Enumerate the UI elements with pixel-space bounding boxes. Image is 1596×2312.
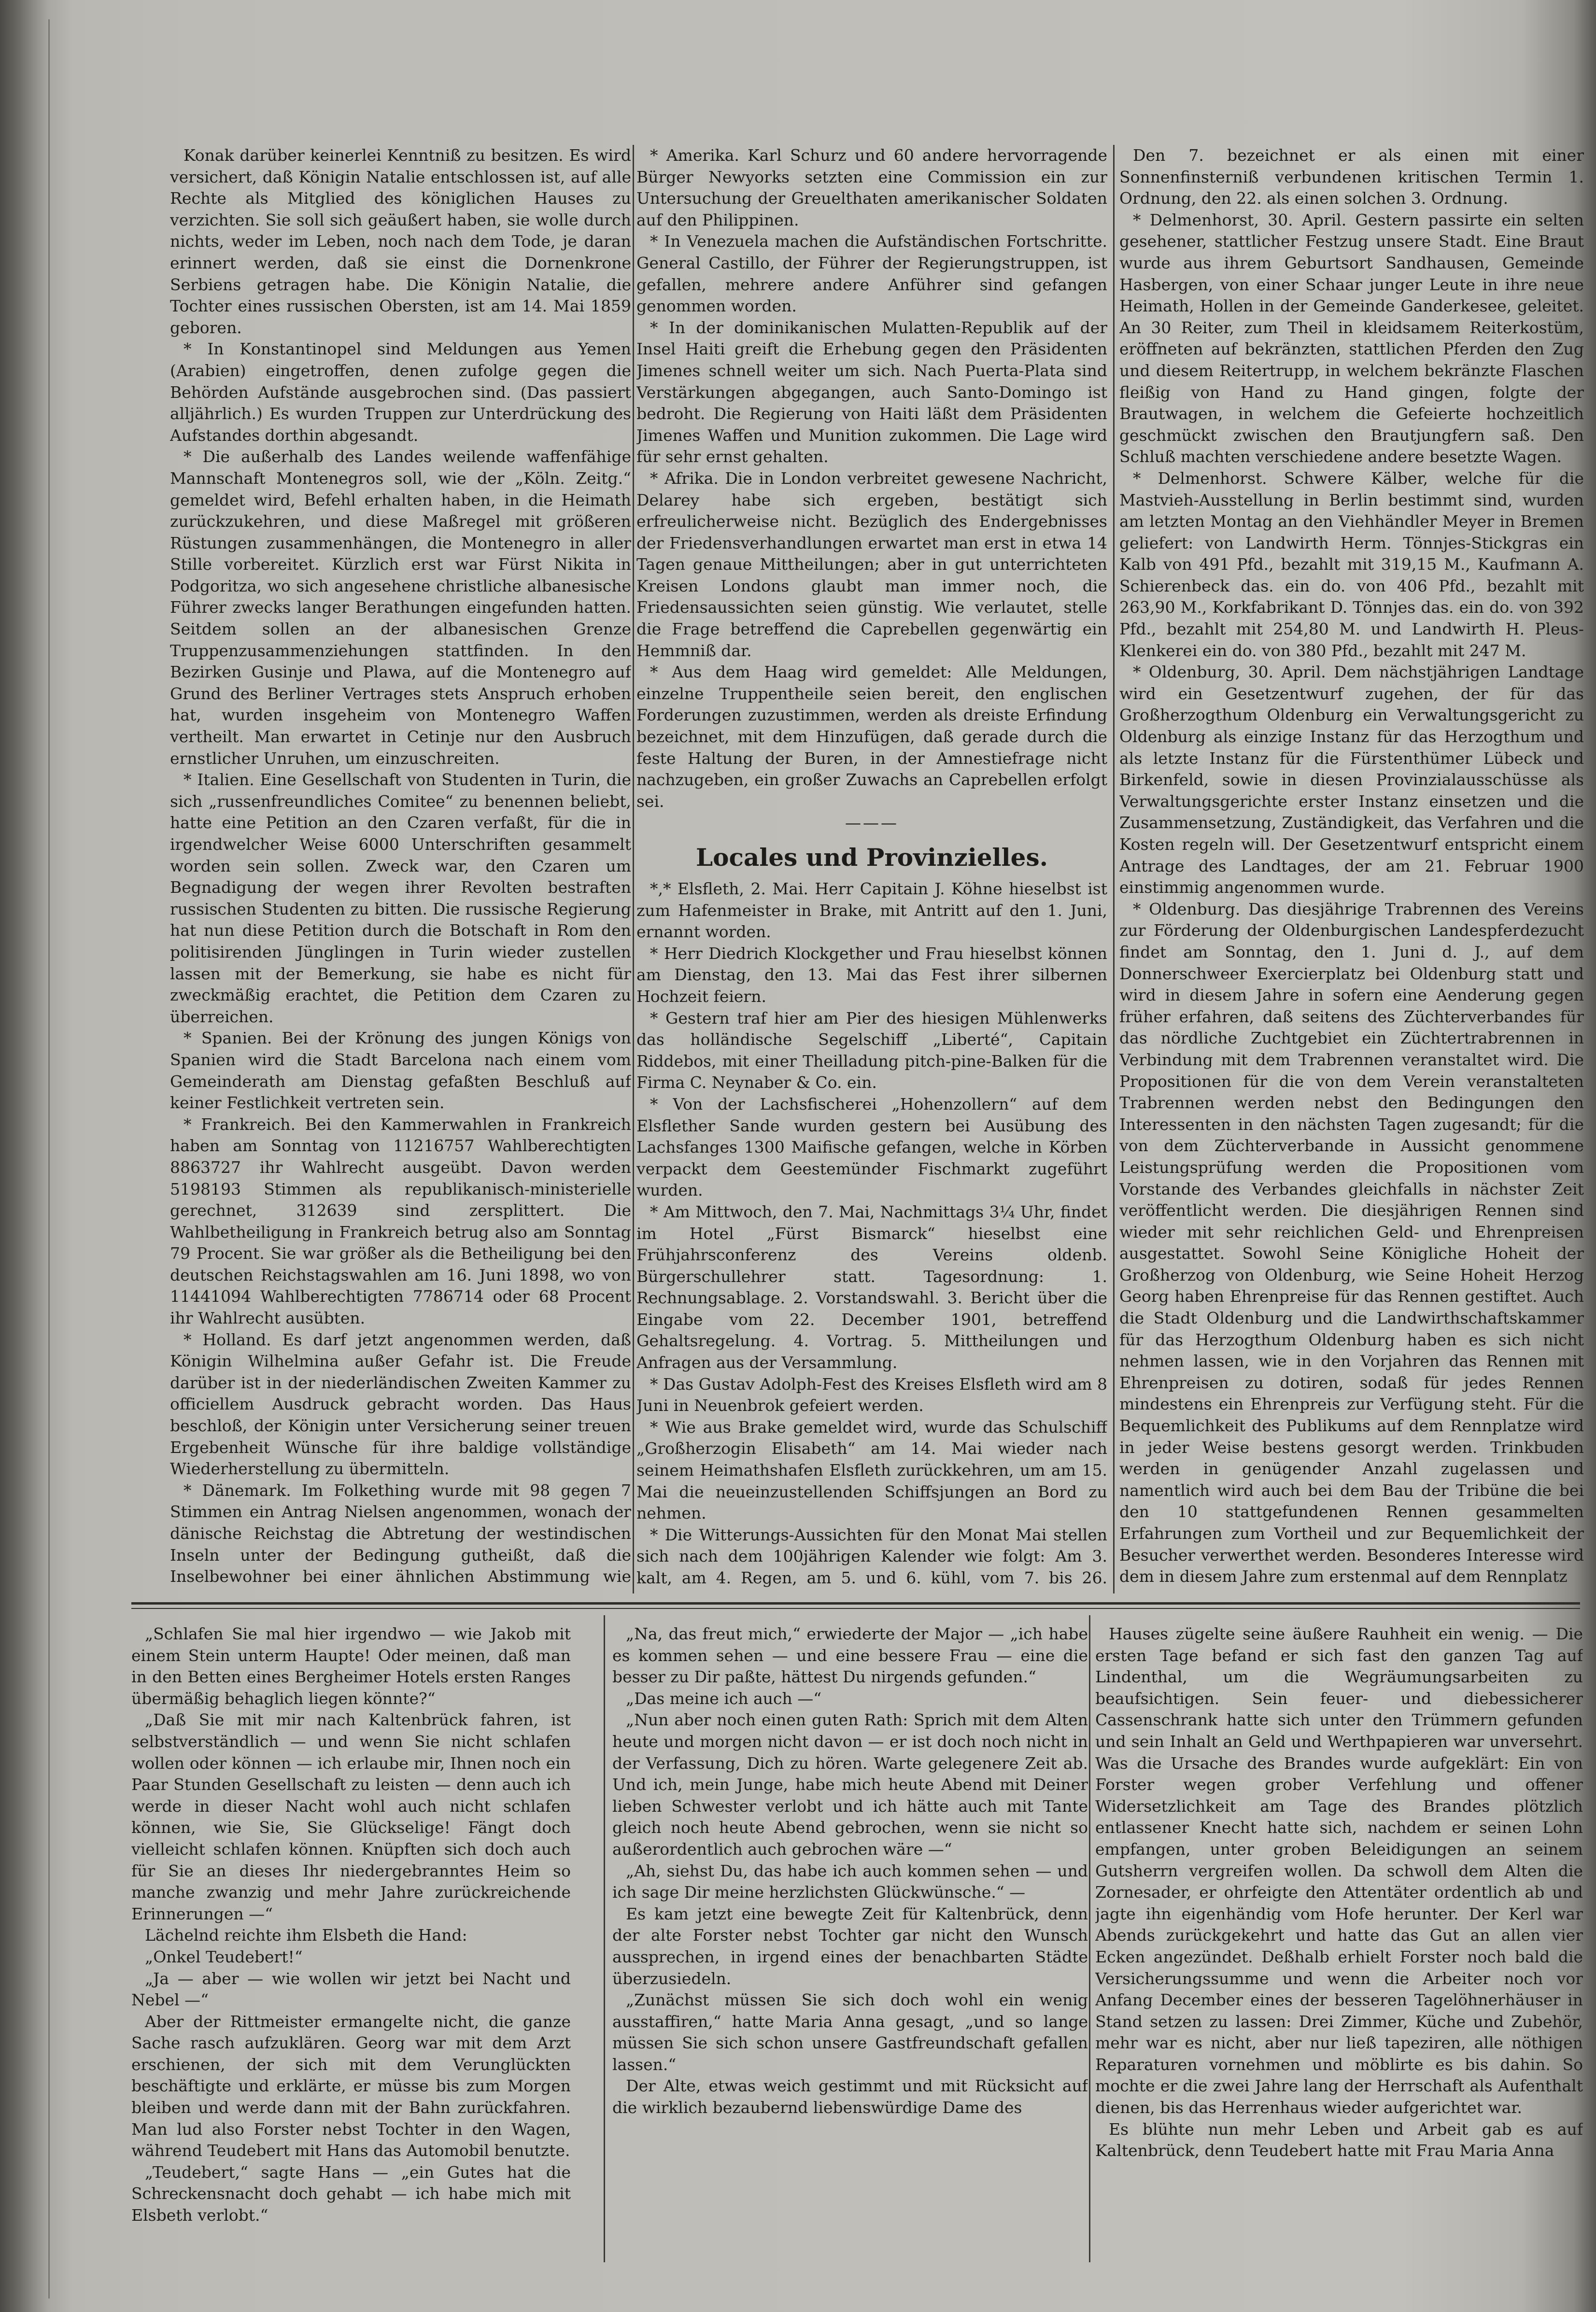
- paragraph: „Daß Sie mit mir nach Kaltenbrück fahren, ist selbstverständlich — und wenn Sie nicht schlafen wollen oder können — ich erlaube mir, Ihnen noch ein Paar Stunden Gesellschaft zu leisten — denn auch ich werde in dieser Nacht wohl auch nicht schlafen können, wie Sie, Sie Glückselige! Fängt doch vielleicht schlafen können. Knüpften sich doch auch für Sie an dieses Ihr niedergebranntes Heim so manche zwanzig und mehr Jahre zurückreichende Erinnerungen —“: [131, 1710, 571, 1923]
- paragraph: * Die Witterungs-Aussichten für den Monat Mai stellen sich nach dem 100jährigen Kalender wie folgt: Am 3. kalt, am 4. Regen, am 5. und 6. kühl, vom 7. bis 26.: [636, 1525, 1107, 1587]
- paragraph: Hauses zügelte seine äußere Rauhheit ein wenig. — Die ersten Tage befand er sich fast den ganzen Tag auf Lindenthal, um die Wegräumungsarbeiten zu beaufsichtigen. Sein feuer- und diebessicherer Cassenschrank hatte sich unter den Trümmern gefunden und sein Inhalt an Geld und Werthpapieren war unversehrt. Was die Ursache des Brandes wurde aufgeklärt: Ein von Forster wegen grober Verfehlung und offener Widersetzlichkeit am Tage des Brandes plötzlich entlassener Knecht hatte sich, nachdem er seinen Lohn empfangen, unter groben Beleidigungen an seinem Gutsherrn vergreifen wollen. Da schwoll dem Alten die Zornesader, er ohrfeigte den Attentäter ordentlich ab und jagte ihn eigenhändig vom Hofe herunter. Der Kerl war Abends zurückgekehrt und hatte das Gut an allen vier Ecken angezündet. Deßhalb erhielt Forster noch bald die Versicherungssumme und wenn die Arbeiter noch vor Anfang December eines der besseren Tagelöhnerhäuser in Stand setzen zu lassen: Drei Zimmer, Küche und Zubehör, mehr war es nicht, aber nur ließ tapeziren, alle nöthigen Reparaturen vornehmen und möblirte es bis dahin. So mochte er die zwei Jahre lang der Herrschaft als Aufenthalt dienen, bis das Herrenhaus wieder aufgerichtet war.: [1095, 1624, 1583, 2117]
- news-column-2: [636, 145, 1107, 1589]
- feuilleton-column-3: [1095, 1623, 1583, 2261]
- news-column-1: [170, 145, 631, 1589]
- paragraph: * Die außerhalb des Landes weilende waffenfähige Mannschaft Montenegros soll, wie der „Köln. Zeitg.“ gemeldet wird, Befehl erhalten haben, in die Heimath zurückzukehren, und diese Maßregel mit größeren Rüstungen zusammenhängen, die Montenegro in aller Stille vorbereitet. Kürzlich erst war Fürst Nikita in Podgoritza, wo sich angesehene christliche albanesische Führer zwecks langer Berathungen eingefunden hatten. Seitdem sollen an der albanesischen Grenze Truppenzusammenziehungen stattfinden. In den Bezirken Gusinje und Plawa, auf die Montenegro auf Grund des Berliner Vertrages stets Anspruch erhoben hat, wurden insgeheim von Montenegro Waffen vertheilt. Man erwartet in Cetinje nur den Ausbruch ernstlicher Unruhen, um einzuschreiten.: [170, 447, 631, 768]
- paragraph: * Gestern traf hier am Pier des hiesigen Mühlenwerks das holländische Segelschiff „Liberté“, Capitain Riddebos, mit einer Theilladung pitch-pine-Balken für die Firma C. Neynaber & Co. ein.: [636, 1008, 1107, 1092]
- section-divider: ———: [845, 813, 899, 832]
- column-divider: [604, 1615, 605, 2262]
- paragraph: * Frankreich. Bei den Kammerwahlen in Frankreich haben am Sonntag von 11216757 Wahlberechtigten 8863727 ihr Wahlrecht ausgeübt. Davon werden 5198193 Stimmen als republikanisch-ministerielle gerechnet, 312639 sind zersplittert. Die Wahlbetheiligung in Frankreich betrug also am Sonntag 79 Procent. Sie war größer als die Betheiligung bei den deutschen Reichstagswahlen am 16. Juni 1898, wo von 11441094 Wahlberechtigten 7786714 oder 68 Procent ihr Wahlrecht ausübten.: [170, 1114, 631, 1328]
- column-divider: [1089, 1615, 1090, 2262]
- paragraph: „Das meine ich auch —“: [626, 1689, 822, 1708]
- paragraph: Es kam jetzt eine bewegte Zeit für Kaltenbrück, denn der alte Forster nebst Tochter gar nicht den Wunsch aussprechen, in irgend eines der benachbarten Städte überzusiedeln.: [612, 1904, 1088, 1988]
- paragraph: „Teudebert,“ sagte Hans — „ein Gutes hat die Schreckensnacht doch gehabt — ich habe mich mit Elsbeth verlobt.“: [131, 2162, 571, 2225]
- paragraph: * Von der Lachsfischerei „Hohenzollern“ auf dem Elsflether Sande wurden gestern bei Ausübung des Lachsfanges 1300 Maifische gefangen, welche in Körben verpackt dem Geestemünder Fischmarkt zugeführt wurden.: [636, 1094, 1107, 1200]
- paragraph: * Holland. Es darf jetzt angenommen werden, daß Königin Wilhelmina außer Gefahr ist. Die Freude darüber ist in der niederländischen Zweiten Kammer zu officiellem Ausdruck gebracht worden. Das Haus beschloß, der Königin unter Versicherung seiner treuen Ergebenheit Wünsche für ihre baldige vollständige Wiederherstellung zu übermitteln.: [170, 1330, 631, 1479]
- paragraph: * Am Mittwoch, den 7. Mai, Nachmittags 3¼ Uhr, findet im Hotel „Fürst Bismarck“ hieselbst eine Frühjahrsconferenz des Vereins oldenb. Bürgerschullehrer statt. Tagesordnung: 1. Rechnungsablage. 2. Vorstandswahl. 3. Bericht über die Eingabe vom 22. December 1901, betreffend Gehaltsregelung. 4. Vortrag. 5. Mittheilungen und Anfragen aus der Versammlung.: [636, 1202, 1107, 1372]
- paragraph: * Afrika. Die in London verbreitet gewesene Nachricht, Delarey habe sich ergeben, bestätigt sich erfreulicherweise nicht. Bezüglich des Endergebnisses der Friedensverhandlungen erwartet man erst in etwa 14 Tagen genaue Mittheilungen; aber in gut unterrichteten Kreisen Londons glaubt man immer noch, die Friedensaussichten seien günstig. Wie verlautet, stelle die Frage betreffend die Caprebellen gegenwärtig ein Hemmniß dar.: [636, 468, 1107, 660]
- paragraph: * Dänemark. Im Folkething wurde mit 98 gegen 7 Stimmen ein Antrag Nielsen angenommen, wonach der dänische Reichstag die Abtretung der westindischen Inseln unter der Bedingung gutheißt, daß die Inselbewohner bei einer ähnlichen Abstimmung wie: [170, 1480, 631, 1586]
- paragraph: * Amerika. Karl Schurz und 60 andere hervorragende Bürger Newyorks setzten eine Commission ein zur Untersuchung der Greuelthaten amerikanischer Soldaten auf den Philippinen.: [636, 146, 1107, 229]
- paragraph: „Onkel Teudebert!“: [145, 1947, 303, 1966]
- feuilleton-rule: [131, 1608, 1580, 1609]
- paragraph: *,* Elsfleth, 2. Mai. Herr Capitain J. Köhne hieselbst ist zum Hafenmeister in Brake, mit Antritt auf den 1. Juni, ernannt worden.: [636, 879, 1107, 942]
- paragraph: * Delmenhorst. Schwere Kälber, welche für die Mastvieh-Ausstellung in Berlin bestimmt sind, wurden am letzten Montag an den Viehhändler Meyer in Bremen geliefert: von Landwirth Herm. Tönnjes-Stickgras ein Kalb von 491 Pfd., bezahlt mit 319,15 M., Kaufmann A. Schierenbeck das. ein do. von 406 Pfd., bezahlt mit 263,90 M., Korkfabrikant D. Tönnjes das. ein do. von 392 Pfd., bezahlt mit 254,80 M. und Landwirth H. Pleus-Klenkerei ein do. von 380 Pfd., bezahlt mit 247 M.: [1119, 468, 1584, 660]
- paragraph: * In Konstantinopel sind Meldungen aus Yemen (Arabien) eingetroffen, denen zufolge gegen die Behörden Aufstände ausgebrochen sind. (Das passiert alljährlich.) Es wurden Truppen zur Unterdrückung des Aufstandes dorthin abgesandt.: [170, 339, 631, 445]
- paragraph: Aber der Rittmeister ermangelte nicht, die ganze Sache rasch aufzuklären. Georg war mit dem Arzt erschienen, der sich mit dem Verunglückten beschäftigte und erklärte, er müsse bis zum Morgen bleiben und werde dann mit der Bahn zurückfahren. Man lud also Forster nebst Tochter in den Wagen, während Teudebert mit Hans das Automobil benutzte.: [131, 2012, 571, 2160]
- paragraph: Lächelnd reichte ihm Elsbeth die Hand:: [145, 1926, 467, 1945]
- feuilleton-rule: [131, 1602, 1580, 1605]
- paragraph: * Wie aus Brake gemeldet wird, wurde das Schulschiff „Großherzogin Elisabeth“ am 14. Mai wieder nach seinem Heimathshafen Elsfleth zurückkehren, um am 15. Mai die neueinzustellenden Schiffsjungen an Bord zu nehmen.: [636, 1417, 1107, 1523]
- column-divider: [633, 145, 634, 1593]
- paragraph: Konak darüber keinerlei Kenntniß zu besitzen. Es wird versichert, daß Königin Natalie entschlossen ist, auf alle Rechte als Mitglied des königlichen Hauses zu verzichten. Sie soll sich geäußert haben, sie wolle durch nichts, weder im Leben, noch nach dem Tode, je daran erinnert werden, daß sie einst die Dornenkrone Serbiens getragen habe. Die Königin Natalie, die Tochter eines russischen Obersten, ist am 14. Mai 1859 geboren.: [170, 146, 631, 337]
- paragraph: Der Alte, etwas weich gestimmt und mit Rücksicht auf die wirklich bezaubernd liebenswürdige Dame des: [612, 2076, 1088, 2117]
- paragraph: * Aus dem Haag wird gemeldet: Alle Meldungen, einzelne Truppentheile seien bereit, den englischen Forderungen zuzustimmen, werden als dreiste Erfindung bezeichnet, mit dem Hinzufügen, daß gerade durch die feste Haltung der Buren, in der Amnestiefrage nicht nachzugeben, ein großer Zuwachs an Caprebellen erfolgt sei.: [636, 663, 1107, 811]
- column-divider: [1113, 145, 1115, 1593]
- feuilleton-column-1: [131, 1623, 571, 2261]
- feuilleton-column-2: [612, 1623, 1088, 2261]
- paragraph: * Herr Diedrich Klockgether und Frau hieselbst können am Dienstag, den 13. Mai das Fest ihrer silbernen Hochzeit feiern.: [636, 944, 1107, 1006]
- paragraph: * In Venezuela machen die Aufständischen Fortschritte. General Castillo, der Führer der Regierungstruppen, ist gefallen, mehrere andere Anführer sind gefangen genommen worden.: [636, 232, 1107, 316]
- paragraph: „Na, das freut mich,“ erwiederte der Major — „ich habe es kommen sehen — und eine bessere Frau — eine die besser zu Dir paßte, hättest Du nirgends gefunden.“: [612, 1624, 1088, 1687]
- paragraph: * Delmenhorst, 30. April. Gestern passirte ein selten gesehener, stattlicher Festzug unsere Stadt. Eine Braut wurde aus ihrem Geburtsort Sandhausen, Gemeinde Hasbergen, von einer Schaar junger Leute in ihre neue Heimath, Hollen in der Gemeinde Ganderkesee, geleitet. An 30 Reiter, zum Theil in kleidsamem Reiterkostüm, eröffneten auf bekränzten, stattlichen Pferden den Zug und diesem Reitertrupp, in welchem bekränzte Flaschen fleißig von Hand zu Hand gingen, folgte der Brautwagen, in welchem die Gefeierte hochzeitlich geschmückt zwischen den Brautjungfern saß. Den Schluß machten verschiedene andere besetzte Wagen.: [1119, 210, 1584, 466]
- section-heading: Locales und Provinzielles.: [695, 843, 1048, 872]
- paragraph: „Zunächst müssen Sie sich doch wohl ein wenig ausstaffiren,“ hatte Maria Anna gesagt, „und so lange müssen Sie sich schon unsere Gastfreundschaft gefallen lassen.“: [612, 1990, 1088, 2074]
- paragraph: „Ah, siehst Du, das habe ich auch kommen sehen — und ich sage Dir meine herzlichsten Glückwünsche.“ —: [612, 1861, 1088, 1902]
- paragraph: * Italien. Eine Gesellschaft von Studenten in Turin, die sich „russenfreundliches Comitee“ zu benennen beliebt, hatte eine Petition an den Czaren verfaßt, für die in irgendwelcher Weise 6000 Unterschriften gesammelt worden sein sollen. Zweck war, den Czaren um Begnadigung der wegen ihrer Revolten bestraften russischen Studenten zu bitten. Die russische Regierung hat nun diese Petition durch die Botschaft in Rom den politisirenden Jünglingen in Turin wieder zustellen lassen mit der Bemerkung, sie habe es nicht für zweckmäßig erachtet, die Petition dem Czaren zu überreichen.: [170, 770, 631, 1026]
- paragraph: „Nun aber noch einen guten Rath: Sprich mit dem Alten heute und morgen nicht davon — er ist doch noch nicht in der Verfassung, Dich zu hören. Warte gelegenere Zeit ab. Und ich, mein Junge, habe mich heute Abend mit Deiner lieben Schwester verlobt und ich hätte auch mit Tante gleich noch heute Abend gebrochen, wenn sie nicht so außerordentlich auch gebrochen wäre —“: [612, 1710, 1088, 1859]
- paragraph: „Schlafen Sie mal hier irgendwo — wie Jakob mit einem Stein unterm Haupte! Oder meinen, daß man in den Betten eines Bergheimer Hotels ersten Ranges übermäßig behaglich liegen könnte?“: [131, 1624, 571, 1708]
- paragraph: „Ja — aber — wie wollen wir jetzt bei Nacht und Nebel —“: [131, 1969, 571, 2010]
- paragraph: * Oldenburg, 30. April. Dem nächstjährigen Landtage wird ein Gesetzentwurf zugehen, der für das Großherzogthum Oldenburg ein Verwaltungsgericht zu Oldenburg als einzige Instanz für das Herzogthum und als letzte Instanz für die Fürstenthümer Lübeck und Birkenfeld, sowie in diesen Provinzialausschüsse als Verwaltungsgerichte erster Instanz einsetzen und die Zusammensetzung, Zuständigkeit, das Verfahren und die Kosten regeln will. Der Gesetzentwurf entspricht einem Antrage des Landtages, der am 21. Februar 1900 einstimmig angenommen wurde.: [1119, 663, 1584, 897]
- paragraph: * In der dominikanischen Mulatten-Republik auf der Insel Haiti greift die Erhebung gegen den Präsidenten Jimenes schnell weiter um sich. Nach Puerta-Plata sind Verstärkungen abgegangen, auch Santo-Domingo ist bedroht. Die Regierung von Haiti läßt dem Präsidenten Jimenes Waffen und Munition zukommen. Die Lage wird für sehr ernst gehalten.: [636, 318, 1107, 466]
- news-column-3: [1119, 145, 1584, 1589]
- paragraph: * Das Gustav Adolph-Fest des Kreises Elsfleth wird am 8 Juni in Neuenbrok gefeiert werden.: [636, 1374, 1107, 1415]
- paragraph: * Oldenburg. Das diesjährige Trabrennen des Vereins zur Förderung der Oldenburgischen Landespferdezucht findet am Sonntag, den 1. Juni d. J., auf dem Donnerschweer Exercierplatz bei Oldenburg statt und wird in diesem Jahre in sofern eine Aenderung gegen früher erfahren, daß seitens des Züchterverbandes für das nördliche Zuchtgebiet ein Züchtertrabrennen in Verbindung mit dem Trabrennen veranstaltet wird. Die Propositionen für die von dem Verein veranstalteten Trabrennen werden nebst den Bedingungen den Interessenten in den nächsten Tagen zugesandt; für die von dem Züchterverbande in Aussicht genommene Leistungsprüfung werden die Propositionen vom Vorstande des Verbandes gleichfalls in nächster Zeit veröffentlicht werden. Die diesjährigen Rennen sind wieder mit sehr reichlichen Geld- und Ehrenpreisen ausgestattet. Sowohl Seine Königliche Hoheit der Großherzog von Oldenburg, wie Seine Hoheit Herzog Georg haben Ehrenpreise für das Rennen gestiftet. Auch die Stadt Oldenburg und die Landwirthschaftskammer für das Herzogthum Oldenburg haben es sich nicht nehmen lassen, wie in den Vorjahren das Rennen mit Ehrenpreisen zu dotiren, sodaß für jedes Rennen mindestens ein Ehrenpreis zur Verfügung steht. Für die Bequemlichkeit des Publikums auf dem Rennplatze wird in jeder Weise bestens gesorgt werden. Trinkbuden werden in genügender Anzahl zugelassen und namentlich wird auch bei dem Bau der Tribüne die bei den 10 stattgefundenen Rennen gesammelten Erfahrungen zum Vortheil und zur Bequemlichkeit der Besucher verwerthet werden. Besonderes Interesse wird dem in diesem Jahre zum erstenmal auf dem Rennplatz: [1119, 899, 1584, 1586]
- paragraph: Den 7. bezeichnet er als einen mit einer Sonnenfinsterniß verbundenen kritischen Termin 1. Ordnung, den 22. als einen solchen 3. Ordnung.: [1119, 146, 1584, 208]
- paragraph: Es blühte nun mehr Leben und Arbeit gab es auf Kaltenbrück, denn Teudebert hatte mit Frau Maria Anna: [1095, 2119, 1583, 2160]
- paragraph: * Spanien. Bei der Krönung des jungen Königs von Spanien wird die Stadt Barcelona nach einem vom Gemeinderath am Dienstag gefaßten Beschluß auf keiner Festlichkeit vertreten sein.: [170, 1029, 631, 1113]
